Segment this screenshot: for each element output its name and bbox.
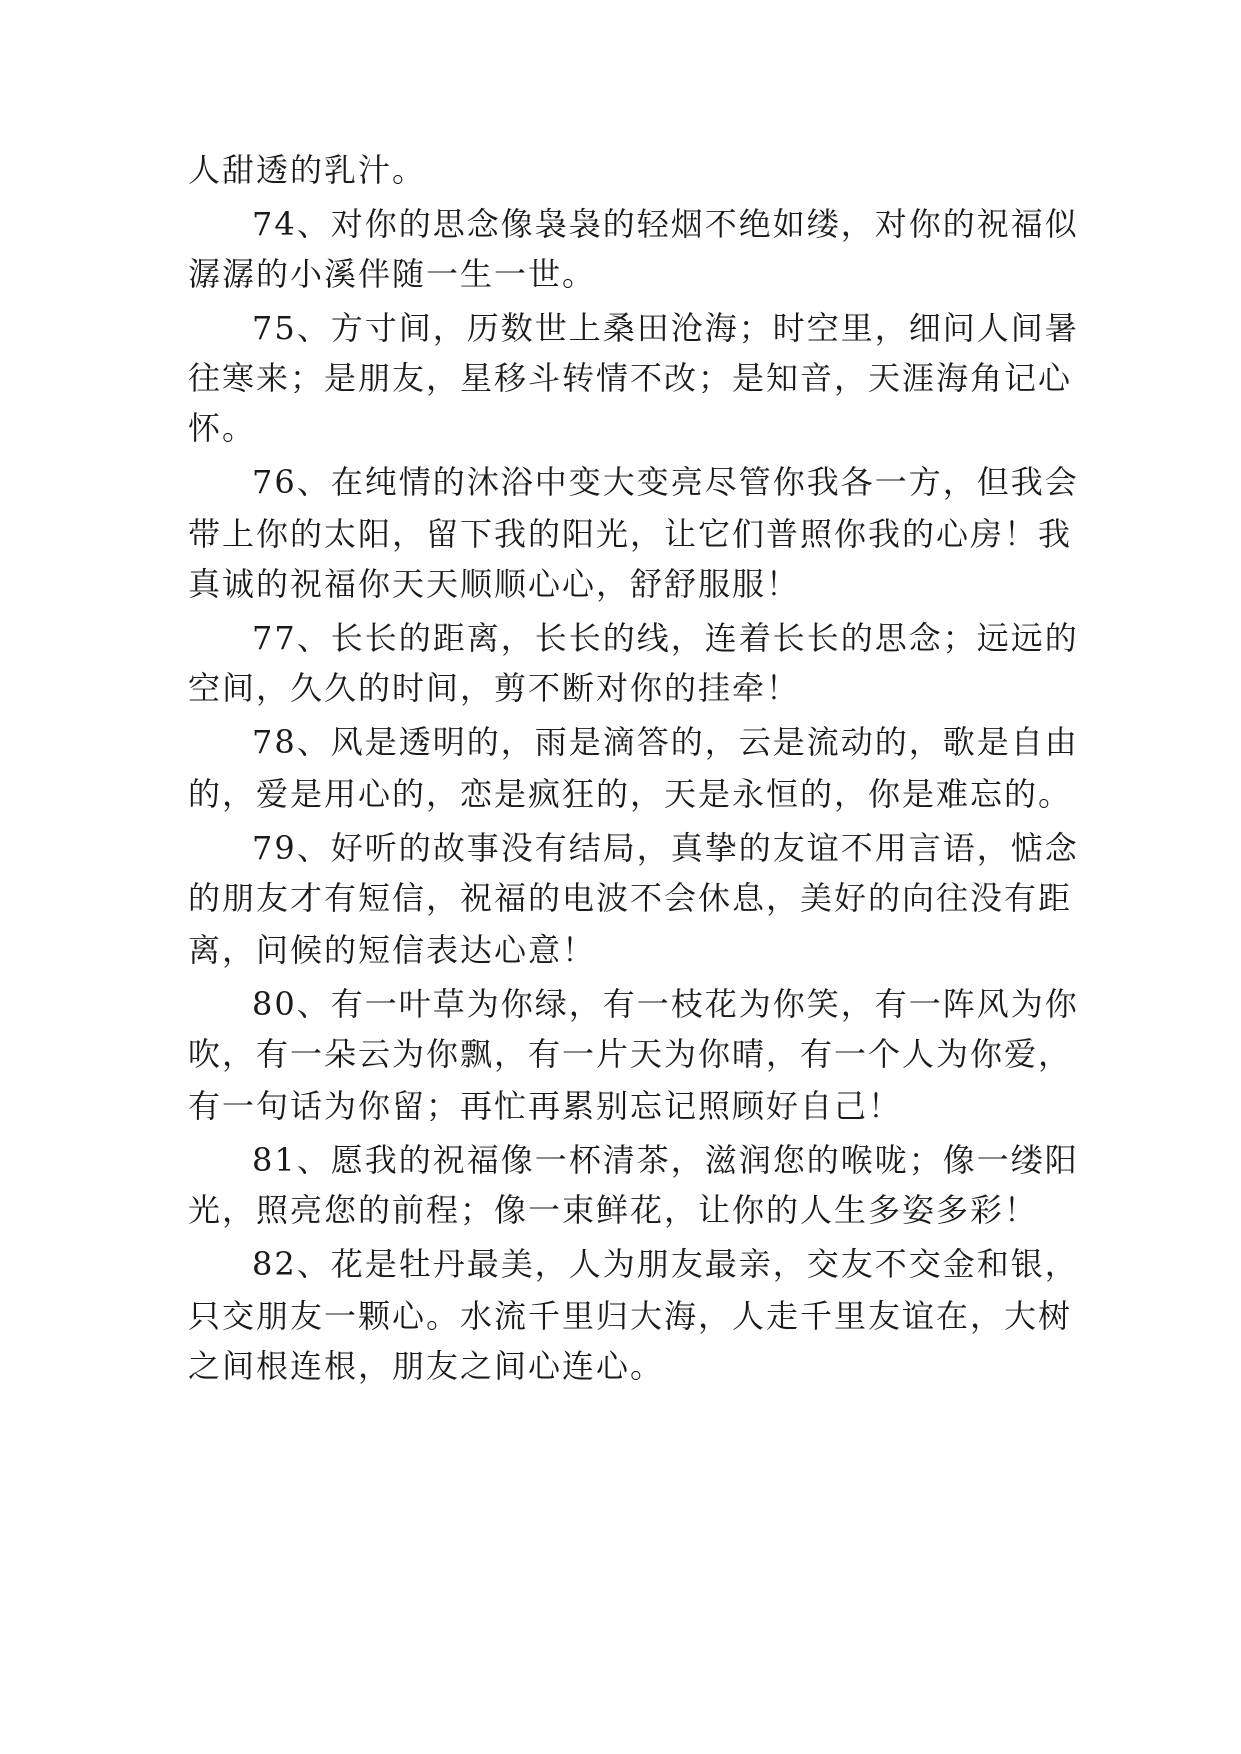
text-line: 人甜透的乳汁。 — [188, 151, 427, 189]
paragraph-77-line-2: 空间，久久的时间，剪不断对你的挂牵！ — [188, 669, 801, 707]
paragraph-81-line-1: 81、愿我的祝福像一杯清茶，滋润您的喉咙；像一缕阳 — [252, 1141, 1079, 1179]
paragraph-78-line-2: 的，爱是用心的，恋是疯狂的，天是永恒的，你是难忘的。 — [188, 775, 1073, 813]
paragraph-81-line-2: 光，照亮您的前程；像一束鲜花，让你的人生多姿多彩！ — [188, 1191, 1039, 1229]
paragraph-80-line-2: 吹，有一朵云为你飘，有一片天为你晴，有一个人为你爱， — [188, 1035, 1073, 1073]
paragraph-74-line-2: 潺潺的小溪伴随一生一世。 — [188, 255, 597, 293]
paragraph-82-line-3: 之间根连根，朋友之间心连心。 — [188, 1347, 665, 1385]
paragraph-76-line-1: 76、在纯情的沐浴中变大变亮尽管你我各一方，但我会 — [252, 463, 1079, 501]
paragraph-80-line-1: 80、有一叶草为你绿，有一枝花为你笑，有一阵风为你 — [252, 985, 1079, 1023]
paragraph-79-line-2: 的朋友才有短信，祝福的电波不会休息，美好的向往没有距 — [188, 879, 1073, 917]
paragraph-75-line-2: 往寒来；是朋友，星移斗转情不改；是知音，天涯海角记心 — [188, 359, 1073, 397]
paragraph-76-line-3: 真诚的祝福你天天顺顺心心，舒舒服服！ — [188, 565, 801, 603]
paragraph-80-line-3: 有一句话为你留；再忙再累别忘记照顾好自己！ — [188, 1087, 903, 1125]
paragraph-74-line-1: 74、对你的思念像袅袅的轻烟不绝如缕，对你的祝福似 — [252, 205, 1079, 243]
paragraph-79-line-3: 离，问候的短信表达心意！ — [188, 931, 597, 969]
paragraph-82-line-1: 82、花是牡丹最美，人为朋友最亲，交友不交金和银， — [252, 1245, 1079, 1283]
paragraph-78-line-1: 78、风是透明的，雨是滴答的，云是流动的，歌是自由 — [252, 723, 1079, 761]
paragraph-77-line-1: 77、长长的距离，长长的线，连着长长的思念；远远的 — [252, 619, 1079, 657]
paragraph-79-line-1: 79、好听的故事没有结局，真挚的友谊不用言语，惦念 — [252, 829, 1079, 867]
paragraph-75-line-3: 怀。 — [188, 409, 257, 447]
paragraph-76-line-2: 带上你的太阳，留下我的阳光，让它们普照你我的心房！我 — [188, 515, 1073, 553]
paragraph-75-line-1: 75、方寸间，历数世上桑田沧海；时空里，细问人间暑 — [252, 309, 1079, 347]
paragraph-82-line-2: 只交朋友一颗心。水流千里归大海，人走千里友谊在，大树 — [188, 1297, 1073, 1335]
